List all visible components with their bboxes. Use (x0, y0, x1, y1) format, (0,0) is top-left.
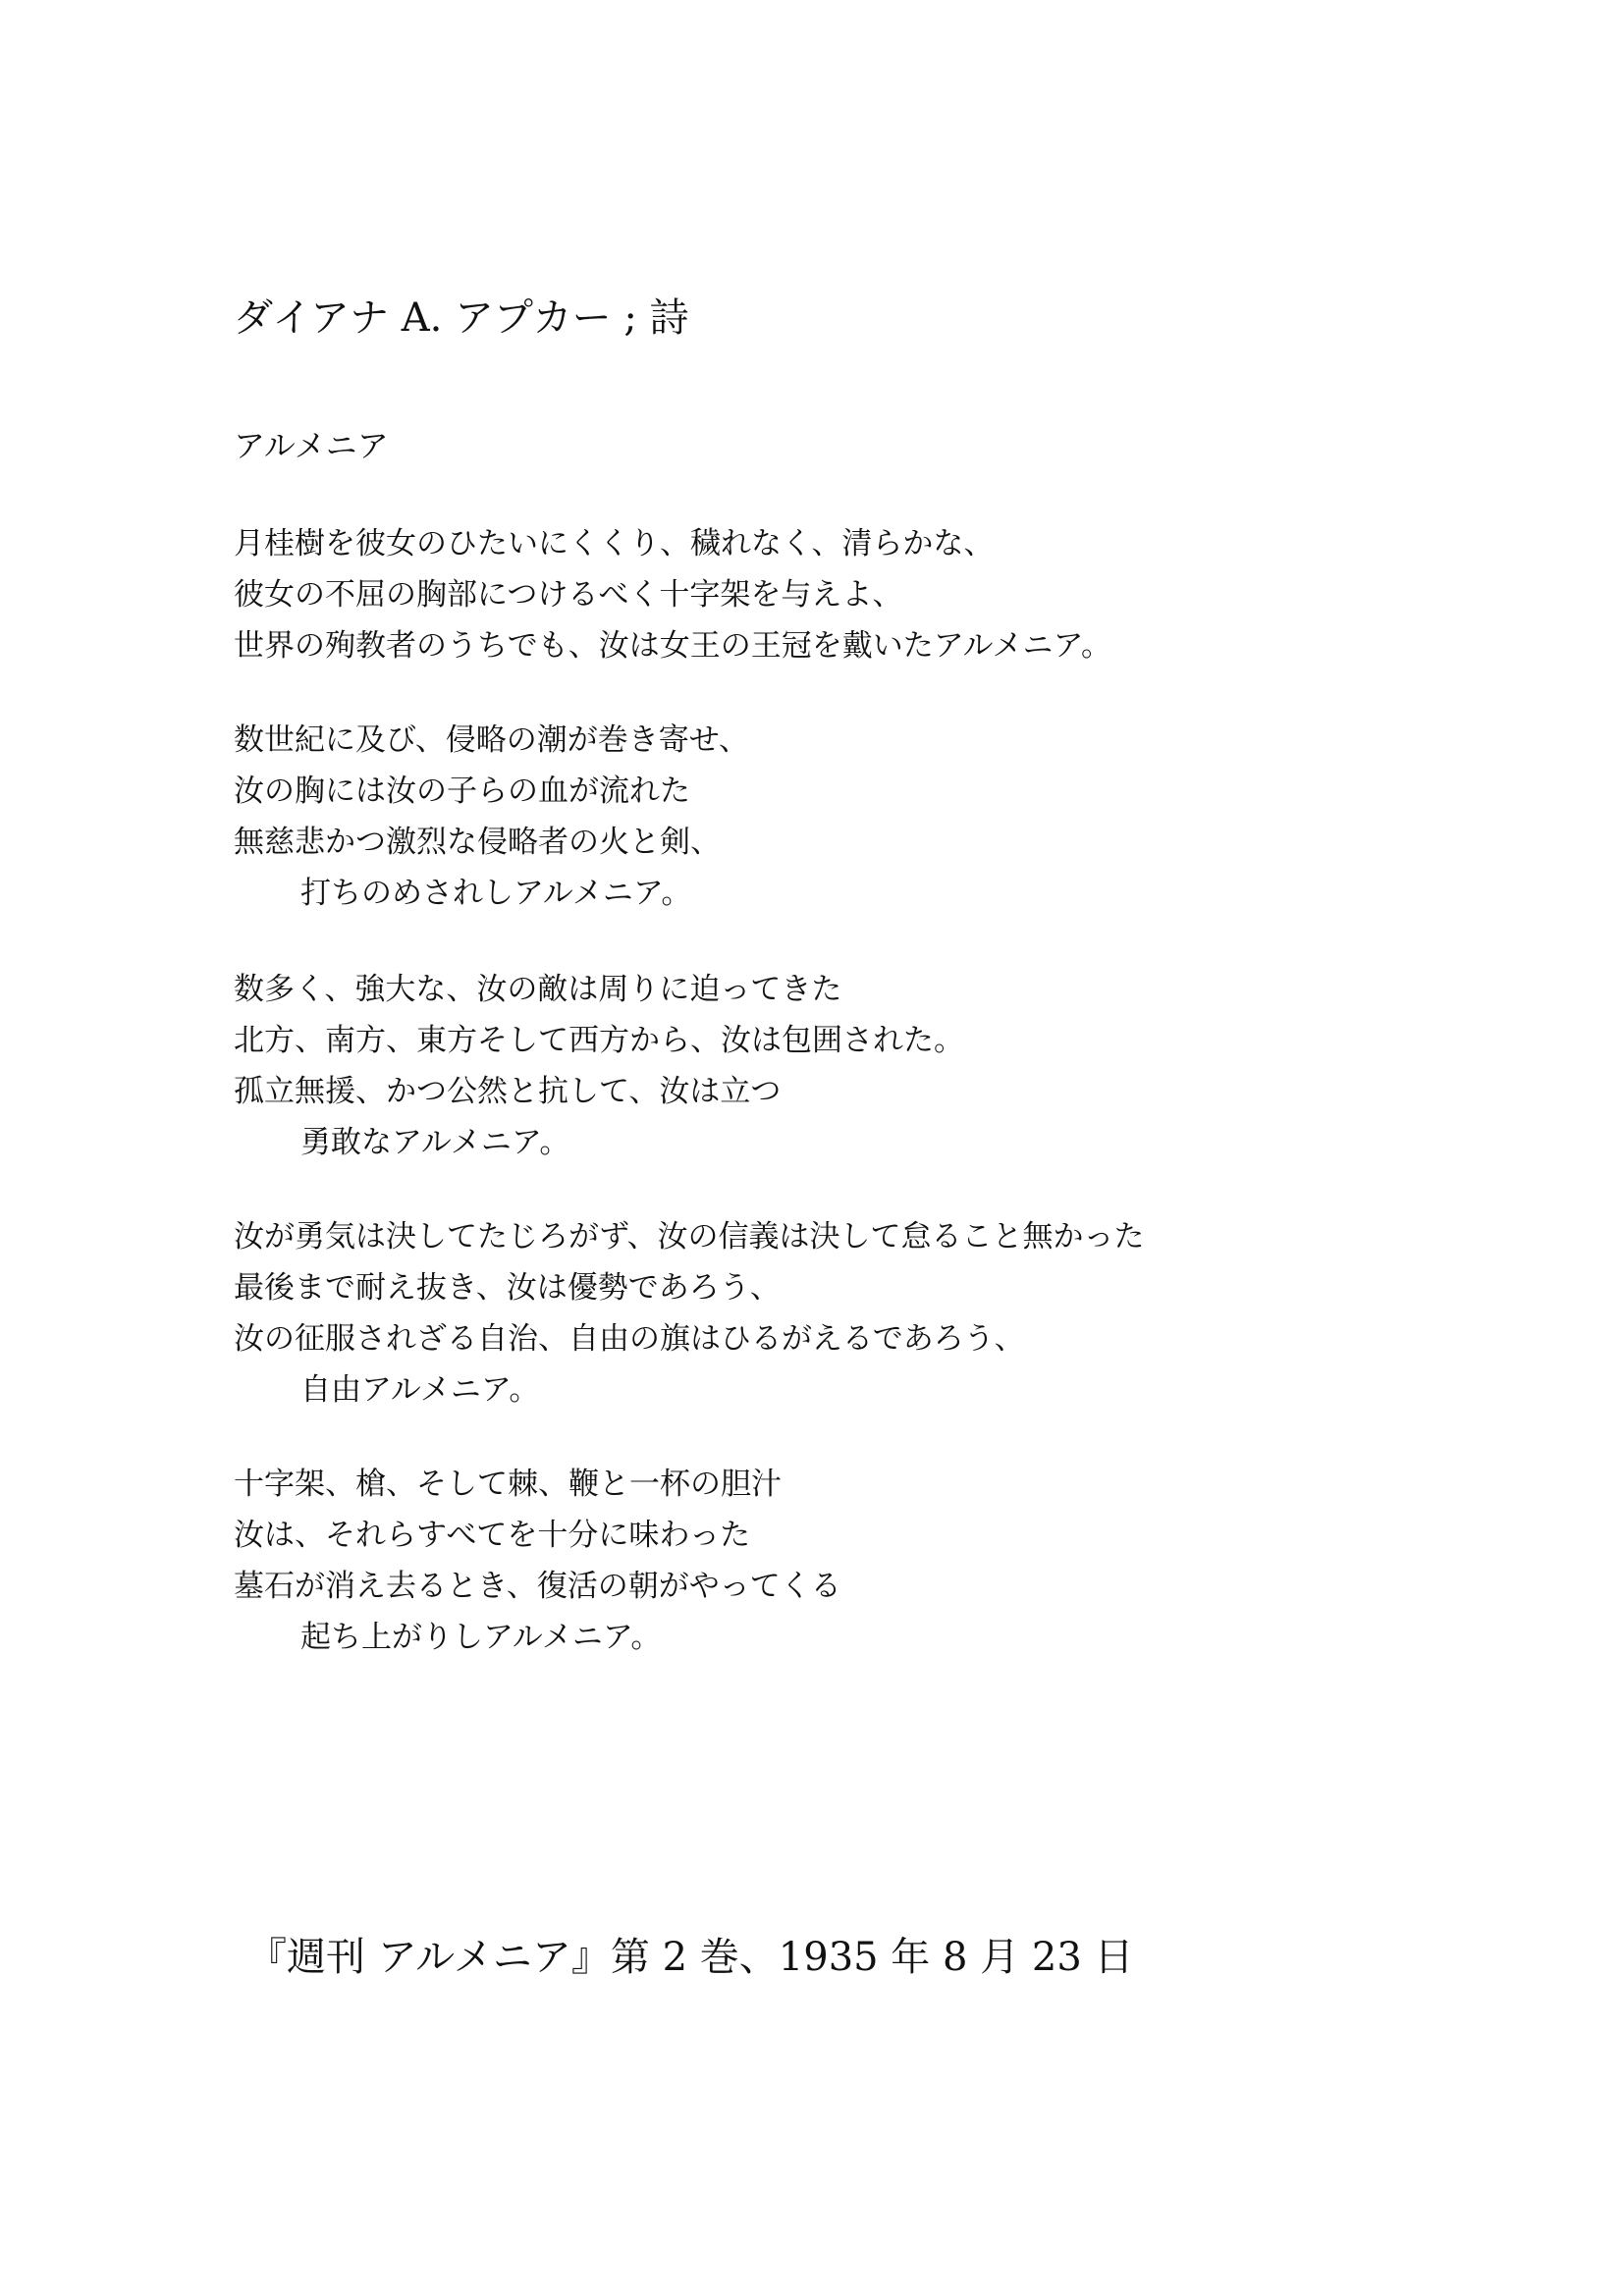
poem-title: アルメニア (234, 427, 389, 464)
document-title: ダイアナ A. アプカー ; 詩 (234, 295, 689, 341)
poem-line: 汝は、それらすべてを十分に味わった (234, 1518, 751, 1553)
poem-refrain-line: 起ち上がりしアルメニア。 (300, 1620, 662, 1655)
poem-line: 月桂樹を彼女のひたいにくくり、穢れなく、清らかな、 (234, 526, 995, 561)
source-citation: 『週刊 アルメニア』第 2 巻、1935 年 8 月 23 日 (247, 1935, 1134, 1980)
poem-line: 孤立無援、かつ公然と抗して、汝は立つ (234, 1074, 782, 1109)
poem-line: 彼女の不屈の胸部につけるべく十字架を与えよ、 (234, 577, 903, 613)
poem-refrain-line: 勇敢なアルメニア。 (300, 1125, 570, 1160)
poem-refrain-line: 自由アルメニア。 (300, 1372, 540, 1408)
poem-line: 北方、南方、東方そして西方から、汝は包囲された。 (234, 1023, 964, 1058)
poem-line: 数世紀に及び、侵略の潮が巻き寄せ、 (234, 722, 749, 758)
poem-refrain-line: 打ちのめされしアルメニア。 (300, 876, 692, 911)
poem-line: 無慈悲かつ激烈な侵略者の火と剣、 (234, 825, 721, 860)
poem-line: 汝の胸には汝の子らの血が流れた (234, 774, 690, 809)
poem-line: 数多く、強大な、汝の敵は周りに迫ってきた (234, 972, 842, 1007)
poem-line: 最後まで耐え抜き、汝は優勢であろう、 (234, 1270, 781, 1306)
poem-line: 十字架、槍、そして棘、鞭と一杯の胆汁 (234, 1467, 782, 1502)
poem-line: 世界の殉教者のうちでも、汝は女王の王冠を戴いたアルメニア。 (234, 628, 1112, 664)
poem-line: 汝の征服されざる自治、自由の旗はひるがえるであろう、 (234, 1321, 1025, 1357)
poem-line: 汝が勇気は決してたじろがず、汝の信義は決して怠ること無かった (234, 1219, 1145, 1255)
poem-line: 墓石が消え去るとき、復活の朝がやってくる (234, 1569, 841, 1604)
